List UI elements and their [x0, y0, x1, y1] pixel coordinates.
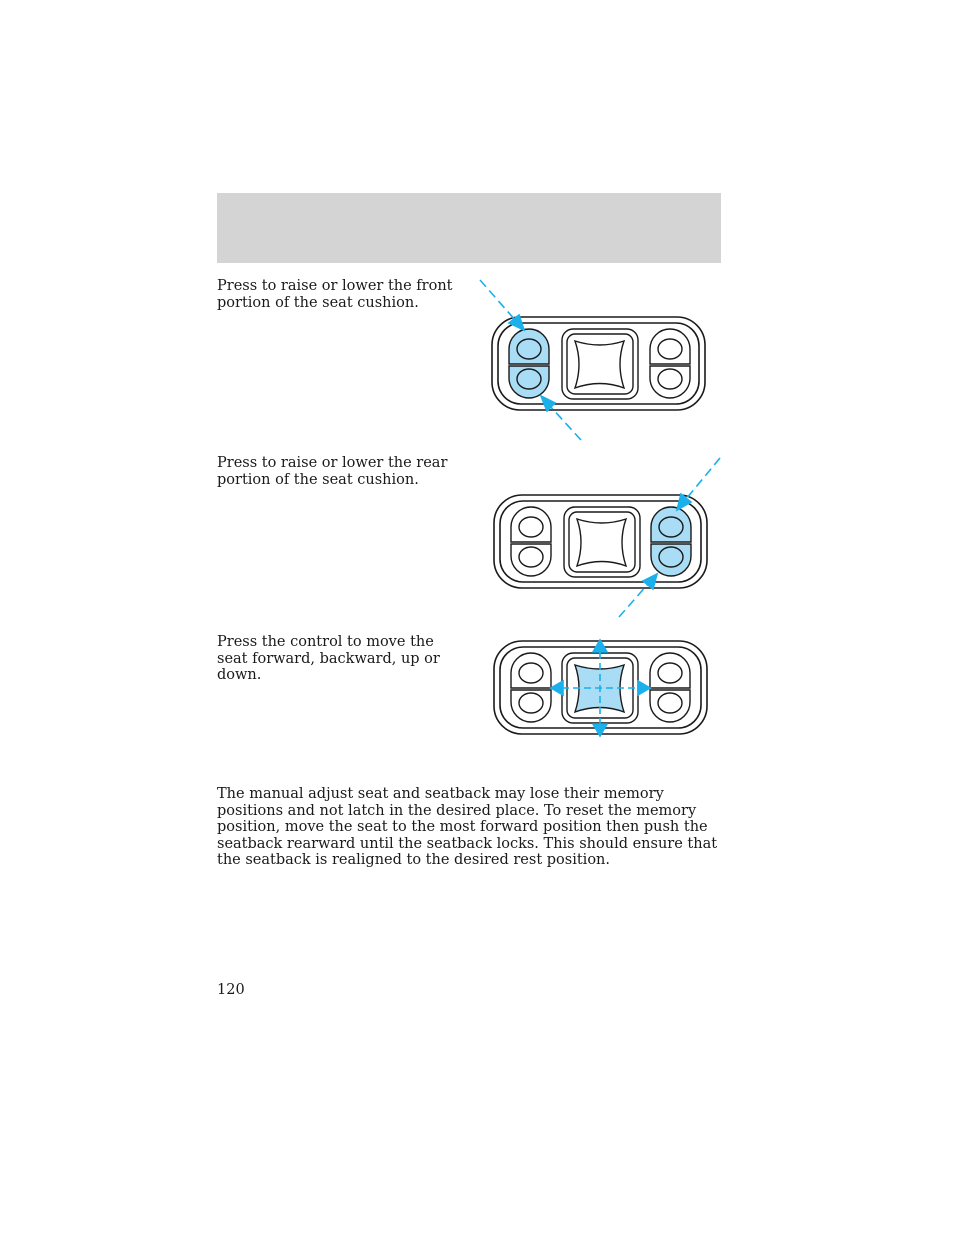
- seat-control-diagram-rear: [480, 456, 725, 621]
- section-header-band: [217, 193, 721, 263]
- rear-cushion-switch-icon: [650, 329, 690, 398]
- caption-front-cushion: Press to raise or lower the front portion of the seat cushion.: [217, 278, 453, 311]
- rear-cushion-switch-icon: [651, 507, 691, 576]
- front-cushion-switch-icon: [509, 329, 549, 398]
- memory-reset-paragraph: The manual adjust seat and seatback may lose their memory positions and not latch in the desired place. To reset the memory position, move the seat to the most forward position then push the seatback rearward until the seatback locks. This should ensure that the seatback is realigned to the desired rest position.: [217, 786, 718, 868]
- caption-rear-cushion: Press to raise or lower the rear portion of the seat cushion.: [217, 455, 448, 488]
- seat-control-diagram-center: [480, 602, 725, 742]
- seat-control-diagram-front: [478, 278, 723, 443]
- rear-cushion-switch-icon: [650, 653, 690, 722]
- front-cushion-switch-icon: [511, 653, 551, 722]
- page-number: 120: [217, 982, 245, 998]
- caption-move-seat: Press the control to move the seat forward, backward, up or down.: [217, 634, 440, 683]
- front-cushion-switch-icon: [511, 507, 551, 576]
